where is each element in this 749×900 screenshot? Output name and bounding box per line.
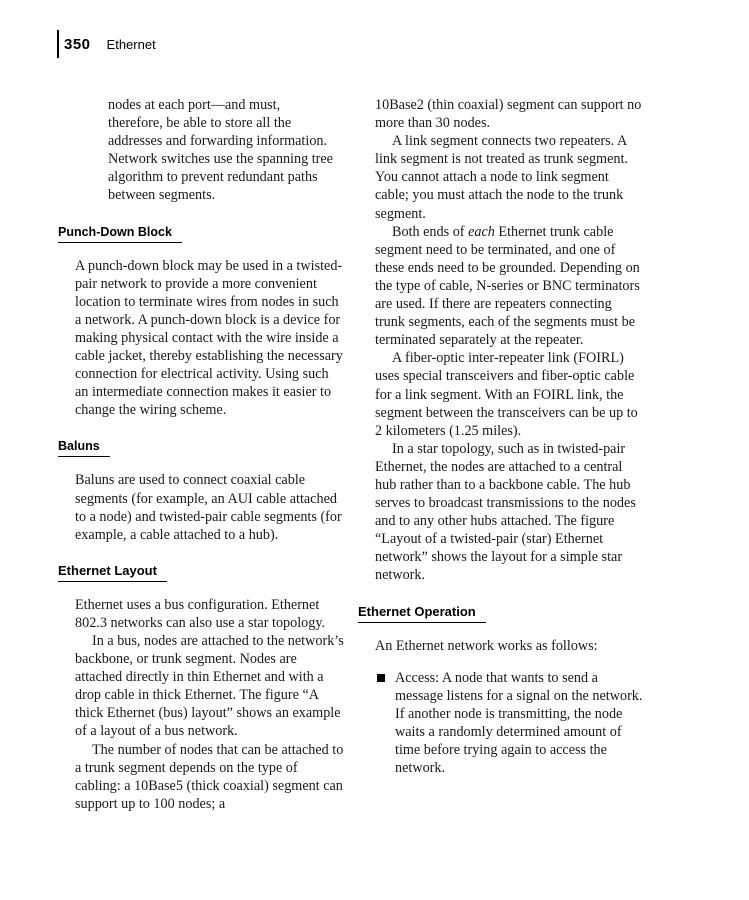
paragraph: In a star topology, such as in twisted-pair Ethernet, the nodes are attached to a central hub rather than to a backbone cable. The hub serves to broadcast transmissions to the nodes and to any other hubs attached. The figure “Layout of a twisted-pair (star) Ethernet network” shows the layout for a simple star network. bbox=[375, 440, 636, 584]
text-run: Both ends of bbox=[392, 223, 465, 240]
page-number: 350 bbox=[64, 35, 91, 53]
paragraph: 10Base2 (thin coaxial) segment can support no more than 30 nodes. bbox=[375, 97, 642, 132]
text-run: Ethernet trunk cable segment need to be terminated, and one of these ends need to be grounded. Depending on the type of cable, N-series or BNC terminators are used. If there are repeaters connecting trunk segments, each of the segments must be terminated separately at the repeater. bbox=[375, 223, 640, 349]
list-item-text: Access: A node that wants to send a message listens for a signal on the network. If another node is transmitting, the node waits a randomly determined amount of time before trying again to access the network. bbox=[395, 669, 643, 777]
section-ethernet-layout bbox=[58, 562, 344, 582]
paragraph: The number of nodes that can be attached to a trunk segment depends on the type of cabling: a 10Base5 (thick coaxial) segment can support up to 100 nodes; a bbox=[75, 741, 344, 812]
emphasis-each: each bbox=[468, 223, 495, 240]
section-punch-down-block bbox=[58, 223, 344, 243]
running-header bbox=[57, 30, 156, 58]
intro-paragraph: nodes at each port—and must, therefore, be able to store all the addresses and forwarding information. Network switches use the spanning tree algorithm to prevent redundant paths between segments. bbox=[108, 97, 333, 204]
paragraph: A fiber-optic inter-repeater link (FOIRL) uses special transceivers and fiber-optic cable for a link segment. With an FOIRL link, the segment between the transceivers can be up to 2 kilometers (1.25 miles). bbox=[375, 350, 638, 439]
right-column bbox=[358, 96, 644, 777]
section-baluns bbox=[58, 437, 344, 457]
paragraph: A punch-down block may be used in a twisted-pair network to provide a more convenient location to terminate wires from nodes in such a network. A punch-down block is a device for making physical contact with the wire inside a cable jacket, thereby establishing the necessary connection for electrical activity. Using such an intermediate connection makes it easier to change the wiring scheme. bbox=[75, 257, 343, 419]
paragraph: Ethernet uses a bus configuration. Ethernet 802.3 networks can also use a star topology. bbox=[75, 596, 326, 631]
list-item bbox=[358, 669, 644, 778]
paragraph: An Ethernet network works as follows: bbox=[375, 637, 598, 654]
left-column bbox=[58, 96, 344, 813]
paragraph: Baluns are used to connect coaxial cable segments (for example, an AUI cable attached to a node) and twisted-pair cable segments (for example, a cable attached to a hub). bbox=[75, 472, 342, 543]
section-heading: Baluns bbox=[58, 439, 110, 457]
paragraph: A link segment connects two repeaters. A link segment is not treated as trunk segment. You cannot attach a node to link segment cable; you must attach the node to the trunk segment. bbox=[375, 133, 628, 222]
header-rule bbox=[57, 30, 59, 58]
paragraph: In a bus, nodes are attached to the network’s backbone, or trunk segment. Nodes are attached directly in thin Ethernet and with a drop cable in thick Ethernet. The figure “A thick Ethernet (bus) layout” shows an example of a layout of a bus network. bbox=[75, 632, 344, 740]
section-heading: Ethernet Layout bbox=[58, 563, 167, 582]
section-heading: Ethernet Operation bbox=[358, 604, 486, 623]
square-bullet-icon bbox=[377, 674, 385, 682]
paragraph bbox=[358, 223, 644, 350]
section-ethernet-operation bbox=[358, 603, 644, 623]
section-heading: Punch-Down Block bbox=[58, 225, 182, 243]
running-title: Ethernet bbox=[106, 36, 156, 52]
